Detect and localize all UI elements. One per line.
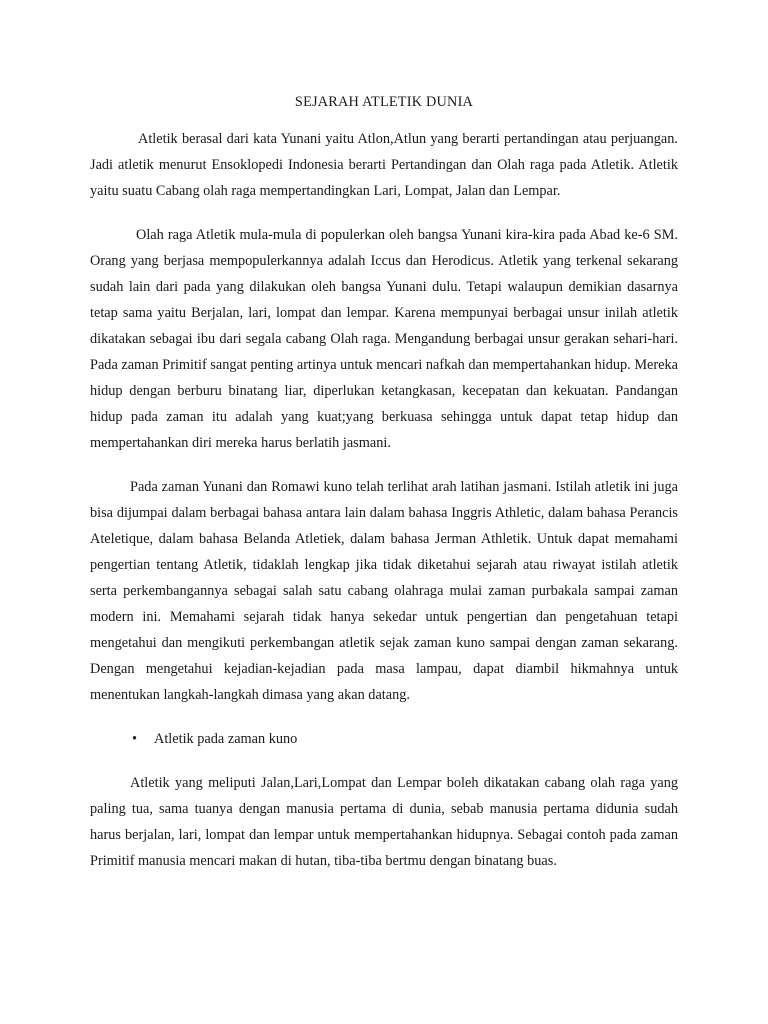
paragraph-terminology: Pada zaman Yunani dan Romawi kuno telah terlihat arah latihan jasmani. Istilah atletik ini juga bisa dijumpai dalam berbagai bahasa antara lain dalam bahasa Inggris Athletic, dalam bahasa Perancis Ateletique, dalam bahasa Belanda Atletiek, dalam bahasa Jerman Athletik. Untuk dapat memahami pengertian tentang Atletik, tidaklah lengkap jika tidak diketahui sejarah atau riwayat istilah atletik serta perkembangannya sebagai salah satu cabang olahraga mulai zaman purbakala sampai zaman modern ini. Memahami sejarah tidak hanya sekedar untuk pengertian dan pengetahuan tetapi mengetahui dan mengikuti perkembangan atletik sejak zaman kuno sampai dengan zaman sekarang. Dengan mengetahui kejadian-kejadian pada masa lampau, dapat diambil hikmahnya untuk menentukan langkah-langkah dimasa yang akan datang.: [90, 479, 678, 703]
paragraph-ancient-era: Atletik yang meliputi Jalan,Lari,Lompat dan Lempar boleh dikatakan cabang olah raga yang paling tua, sama tuanya dengan manusia pertama di dunia, sebab manusia pertama didunia sudah harus berjalan, lari, lompat dan lempar untuk mempertahankan hidupnya. Sebagai contoh pada zaman Primitif manusia mencari makan di hutan, tiba-tiba bertmu dengan binatang buas.: [90, 775, 678, 869]
bullet-dot-icon: •: [132, 731, 138, 747]
paragraph-history: Olah raga Atletik mula-mula di populerkan oleh bangsa Yunani kira-kira pada Abad ke-6 SM. Orang yang berjasa mempopulerkannya adalah Iccus dan Herodicus. Atletik yang terkenal sekarang sudah lain dari pada yang dilakukan oleh bangsa Yunani dulu. Tetapi walaupun demikian dasarnya tetap sama yaitu Berjalan, lari, lompat dan lempar. Karena mempunyai berbagai unsur inilah atletik dikatakan sebagai ibu dari segala cabang Olah raga. Mengandung berbagai unsur gerakan sehari-hari. Pada zaman Primitif sangat penting artinya untuk mencari nafkah dan mempertahankan hidup. Mereka hidup dengan berburu binatang liar, diperlukan ketangkasan, kecepatan dan kekuatan. Pandangan hidup pada zaman itu adalah yang kuat;yang berkuasa sehingga untuk dapat tetap hidup dan mempertahankan diri mereka harus berlatih jasmani.: [90, 227, 678, 451]
document-body: [90, 92, 678, 874]
document-title: SEJARAH ATLETIK DUNIA: [294, 94, 474, 110]
bullet-list: [90, 726, 678, 752]
bullet-item-ancient-era: [90, 726, 678, 752]
paragraph-definition: Atletik berasal dari kata Yunani yaitu Atlon,Atlun yang berarti pertandingan atau perjuangan. Jadi atletik menurut Ensoklopedi Indonesia berarti Pertandingan dan Olah raga pada Atletik. Atletik yaitu suatu Cabang olah raga mempertandingkan Lari, Lompat, Jalan dan Lempar.: [90, 131, 678, 199]
bullet-item-label: Atletik pada zaman kuno: [154, 731, 298, 747]
